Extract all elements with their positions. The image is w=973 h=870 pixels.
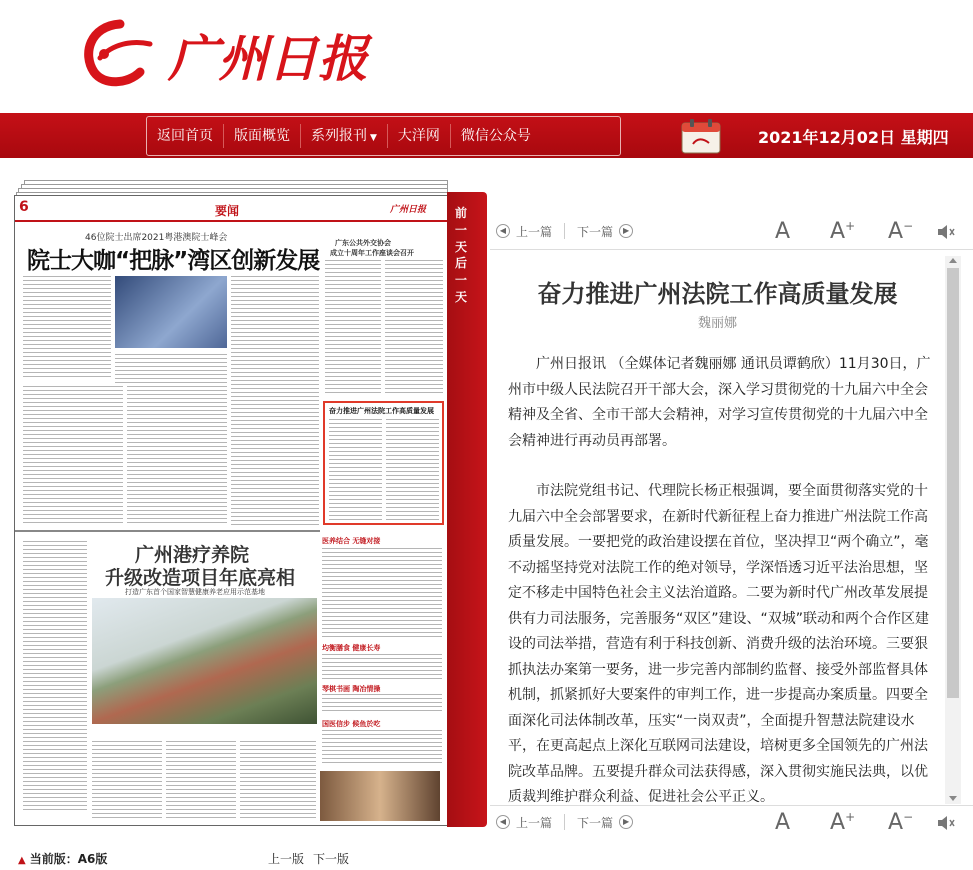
feature-tag: 琴棋书画 陶冶情操 <box>322 685 381 693</box>
divider <box>490 249 973 250</box>
nav-dayoo-link[interactable]: 大洋网 <box>388 124 451 148</box>
right-article-title-2[interactable]: 成立十周年工作座谈会召开 <box>330 249 414 257</box>
article-paragraph: 广州日报讯 （全媒体记者魏丽娜 通讯员谭鹤欣）11月30日，广州市中级人民法院召开干部大会，深入学习贯彻党的十九届六中全会精神及全省、全市干部大会精神，对学习宣传贯彻党的十九届六中全会精神进行再动员再部署。 <box>508 356 931 449</box>
feature-tag: 医养结合 无缝对接 <box>322 537 381 545</box>
next-article-button[interactable] <box>571 814 639 831</box>
next-article-button[interactable] <box>571 223 639 240</box>
section-divider <box>15 530 320 532</box>
prev-article-button[interactable] <box>490 223 558 240</box>
newspaper-page-viewer <box>14 180 450 826</box>
speaker-icon[interactable] <box>936 813 956 833</box>
page-headline[interactable]: 院士大咖“把脉”湾区创新发展 <box>27 248 320 274</box>
room-photo <box>320 771 440 821</box>
prev-article-label: 上一篇 <box>516 224 553 239</box>
nav-home-link[interactable]: 返回首页 <box>147 124 224 148</box>
prev-page-link[interactable]: 上一版 <box>268 852 305 866</box>
chevron-right-icon: ▶ <box>619 815 633 829</box>
font-decrease-button[interactable]: A− <box>888 810 914 835</box>
page-subheadline: 46位院士出席2021粤港澳院士峰会 <box>85 233 228 243</box>
page-header <box>15 196 447 222</box>
font-normal-button[interactable]: A <box>775 810 791 835</box>
article-paragraph: 市法院党组书记、代理院长杨正根强调，要全面贯彻落实党的十九届六中全会部署要求，在新时代新征程上奋力推进广州法院工作高质量发展。一要把党的政治建设摆在首位，坚决捍卫“两个确立”，毫不动摇坚持党对法院工作的绝对领导，学深悟透习近平法治思想，坚定不移走中国特色社会主义法治道路。二要为新时代广州改革发展提供有力司法服务，完善服务“双区”建设、“双城”联动和两个合作区建设的司法举措，营造有利于科技创新、消费升级的法治环境。三要狠抓执法办案第一要务，进一步完善内部制约监督、接受外部监督具体机制，抓紧抓好大要案件的审判工作，进一步提高办案质量。四要全面深化司法体制改革，压实“一岗双责”，全面提升智慧法院建设水平，在更高起点上深化互联网司法建设，培树更多全国领先的广州法院改革品牌。五要提升群众司法获得感，深入贯彻实施民法典，以优质裁判维护群众利益、促进社会公平正义。 <box>508 483 930 805</box>
feature-subheadline: 打造广东首个国家智慧健康养老应用示范基地 <box>125 588 265 596</box>
article-body <box>508 352 933 805</box>
page-number: 6 <box>19 199 29 215</box>
feature-tag: 均衡膳食 健康长寿 <box>322 644 381 652</box>
guangzhou-daily-logo[interactable] <box>80 14 390 94</box>
speaker-icon[interactable] <box>936 222 956 242</box>
chevron-down-icon: ▼ <box>370 133 377 143</box>
article-title: 奋力推进广州法院工作高质量发展 <box>537 279 898 308</box>
current-edition <box>18 850 107 867</box>
right-article-title-1[interactable]: 广东公共外交协会 <box>335 239 391 247</box>
next-day-button[interactable]: 后 一 天 <box>454 256 467 304</box>
sanatorium-photo <box>92 598 317 724</box>
current-date: 2021年12月02日 星期四 <box>758 128 949 147</box>
nav-series-label: 系列报刊 <box>311 128 367 144</box>
chevron-left-icon: ◀ <box>496 815 510 829</box>
prev-day-button[interactable]: 前 一 天 <box>454 206 467 254</box>
day-switch-tab <box>447 192 487 827</box>
logo-text: 广州日报 <box>168 29 368 88</box>
font-decrease-button[interactable]: A− <box>888 219 914 244</box>
highlighted-article-title: 奋力推进广州法院工作高质量发展 <box>329 407 434 415</box>
highlighted-article-region[interactable] <box>323 401 444 525</box>
nav-wechat-link[interactable]: 微信公众号 <box>460 128 531 144</box>
summit-photo <box>115 276 227 348</box>
main-nav <box>146 116 621 156</box>
page-section: 要闻 <box>215 204 240 218</box>
article-author: 魏丽娜 <box>697 316 737 331</box>
page-masthead: 广州日报 <box>390 205 427 215</box>
article-panel <box>490 200 973 845</box>
scroll-down-icon[interactable] <box>949 796 957 801</box>
font-normal-button[interactable]: A <box>775 219 791 244</box>
chevron-up-icon: ▲ <box>18 855 26 866</box>
feature-headline-1[interactable]: 广州港疗养院 <box>135 544 250 566</box>
font-increase-button[interactable]: A+ <box>830 219 856 244</box>
newspaper-page[interactable] <box>14 195 448 826</box>
next-page-link[interactable]: 下一版 <box>313 852 350 866</box>
feature-tag: 国医信步 候鱼於吃 <box>322 720 381 728</box>
divider <box>490 805 973 806</box>
scroll-thumb[interactable] <box>947 268 959 698</box>
calendar-icon[interactable] <box>681 118 721 154</box>
prev-article-label: 上一篇 <box>516 815 553 830</box>
chevron-right-icon: ▶ <box>619 224 633 238</box>
font-increase-button[interactable]: A+ <box>830 810 856 835</box>
article-scrollbar[interactable] <box>945 256 961 804</box>
chevron-left-icon: ◀ <box>496 224 510 238</box>
next-article-label: 下一篇 <box>577 224 614 239</box>
prev-article-button[interactable] <box>490 814 558 831</box>
feature-headline-2[interactable]: 升级改造项目年底亮相 <box>105 567 296 589</box>
scroll-up-icon[interactable] <box>949 258 957 263</box>
next-article-label: 下一篇 <box>577 815 614 830</box>
nav-overview-link[interactable]: 版面概览 <box>224 124 301 148</box>
current-edition-value: A6版 <box>77 852 108 866</box>
current-edition-label: 当前版： <box>29 852 78 866</box>
nav-series-dropdown[interactable] <box>301 124 388 148</box>
